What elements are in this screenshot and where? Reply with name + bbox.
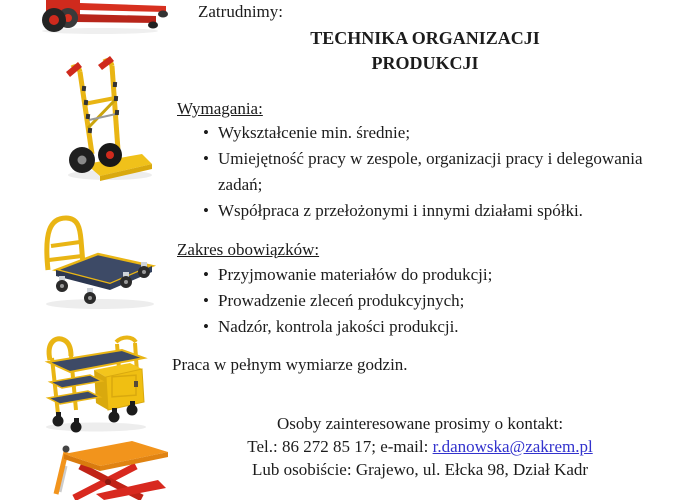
hand-truck-illustration bbox=[58, 56, 154, 182]
requirements-list bbox=[177, 120, 658, 224]
duty-item: • Prowadzenie zleceń produkcyjnych; bbox=[177, 288, 658, 314]
duty-item: • Przyjmowanie materiałów do produkcji; bbox=[177, 262, 658, 288]
requirement-item: • Wykształcenie min. średnie; bbox=[177, 120, 658, 146]
contact-in-person-line: Lub osobiście: Grajewo, ul. Ełcka 98, Dział Kadr bbox=[251, 460, 589, 479]
pallet-jack-illustration bbox=[22, 0, 170, 34]
contact-heading: Osoby zainteresowane prosimy o kontakt: bbox=[276, 414, 564, 433]
platform-cart-illustration bbox=[36, 206, 160, 312]
email-link[interactable]: r.danowska@zakrem.pl bbox=[432, 437, 593, 456]
shelf-trolley-illustration bbox=[38, 326, 156, 434]
platform-cart-image bbox=[36, 206, 160, 312]
contact-phone-prefix: Tel.: 86 272 85 17; e-mail: bbox=[247, 437, 433, 456]
requirement-item: • Współpraca z przełożonymi i innymi działami spółki. bbox=[177, 198, 658, 224]
intro-line: Zatrudnimy: bbox=[198, 2, 283, 21]
duty-item: • Nadzór, kontrola jakości produkcji. bbox=[177, 314, 658, 340]
contact-block bbox=[140, 412, 700, 481]
job-title-line2: PRODUKCJI bbox=[371, 53, 479, 73]
requirement-item: • Umiejętność pracy w zespole, organizacji pracy i delegowania zadań; bbox=[177, 146, 658, 198]
job-title bbox=[175, 26, 675, 76]
duties-heading: Zakres obowiązków: bbox=[177, 240, 320, 259]
duties-list bbox=[177, 262, 658, 340]
contact-phone-email-line bbox=[140, 435, 700, 458]
job-title-line1: TECHNIKA ORGANIZACJI bbox=[310, 28, 540, 48]
shelf-trolley-image bbox=[38, 326, 156, 434]
employment-line: Praca w pełnym wymiarze godzin. bbox=[172, 355, 408, 374]
hand-truck-image bbox=[58, 56, 154, 182]
pallet-jack-image bbox=[22, 0, 170, 34]
requirements-heading: Wymagania: bbox=[177, 99, 263, 118]
